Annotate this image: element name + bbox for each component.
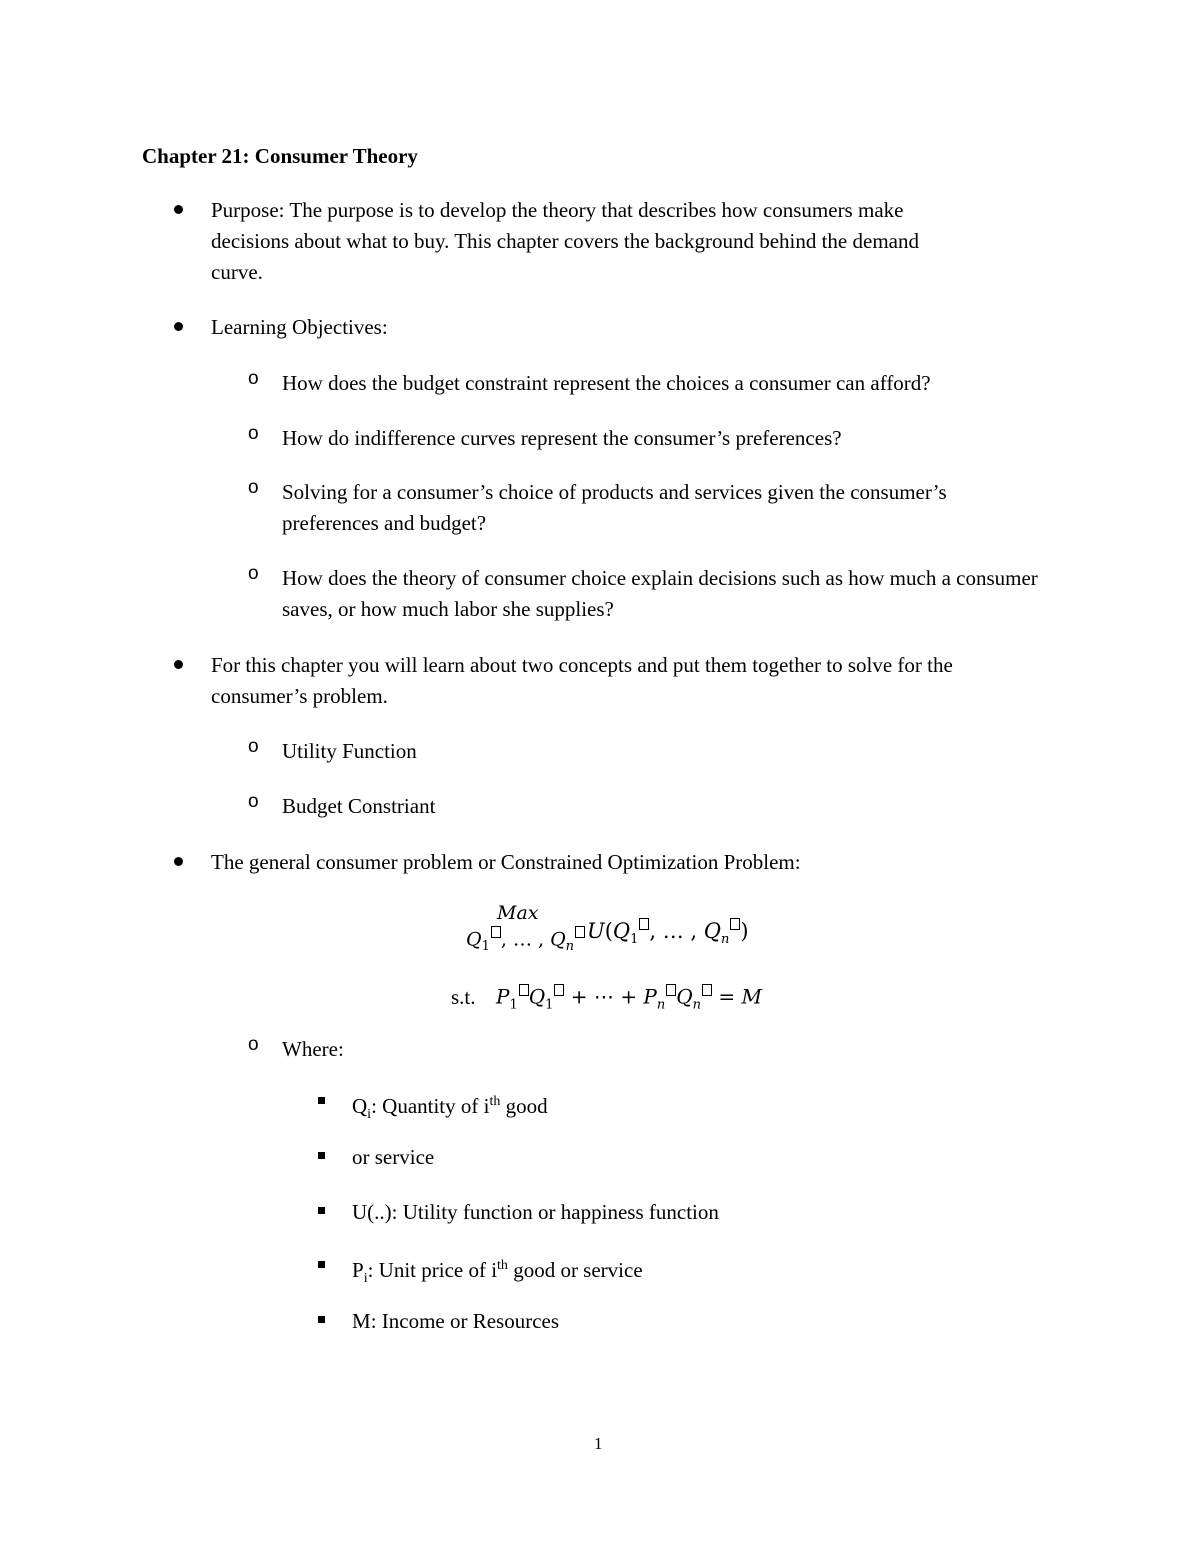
circle-bullet-icon: o bbox=[248, 423, 259, 444]
square-bullet-icon bbox=[318, 1207, 325, 1214]
circle-bullet-icon: o bbox=[248, 563, 259, 584]
circle-bullet-icon: o bbox=[248, 791, 259, 812]
square-bullet-icon bbox=[318, 1152, 325, 1159]
circle-bullet-icon: o bbox=[248, 477, 259, 498]
circle-bullet-icon: o bbox=[248, 736, 259, 757]
circle-bullet-icon: o bbox=[248, 1034, 259, 1055]
budget-constraint-equation: $P_1$ $Q_1$ + ⋯ + $P_n$ $Q_n = M$ bbox=[496, 984, 762, 1013]
square-bullet-icon bbox=[318, 1097, 325, 1104]
page-number: 1 bbox=[594, 1434, 603, 1453]
square-bullet-icon bbox=[318, 1261, 325, 1268]
bullet-dot-icon bbox=[174, 322, 183, 331]
max-operator: Max bbox=[497, 902, 539, 924]
bullet-dot-icon bbox=[174, 660, 183, 669]
concepts-text: For this chapter you will learn about two concepts and put them together to solve for the consumer’s problem. bbox=[211, 653, 953, 708]
circle-bullet-icon: o bbox=[248, 368, 259, 389]
learning-heading: Learning Objectives: bbox=[211, 315, 388, 339]
square-bullet-icon bbox=[318, 1316, 325, 1323]
document-page: Chapter 21: Consumer Theory Purpose: The purpose is to develop the theory that describes how consumers make decisions about what to buy. This chapter covers the background behind the demand curve. Learning Objectives: o How does the budget constraint represent the choices a consumer can afford? o How do indifference curves represent the consumer’s preferences? o Solving for a consumer’s choice of products and services given the consumer’s preferences and budget? o How does the theory of consumer choice explain decisions such as how much a consumer saves, or how much labor she supplies? For this chapter you will learn about two concepts and put them together to solve for the consumer’s problem. o Utility Function o Budget Constriant The general consumer problem or Constrained Optimization Problem: Max $Q_1$ , … , $Q_n$ $U(Q_1$ , … , $Q_n$ ) s.t. $P_1$ $Q_1$ + ⋯ + $P_n$ $Q_n = M$ o Where: $Q_i$: Quantity of $i^{th}$ good or service U(..): Utility function or happiness function $P_i$: Unit price of $i^{th}$ good or service M: Income or Resources 1 bbox=[0, 0, 1200, 1553]
chapter-title: Chapter 21: Consumer Theory bbox=[142, 144, 418, 168]
purpose-text: Purpose: The purpose is to develop the theory that describes how consumers make decisions about what to buy. This chapter covers the background behind the demand curve. bbox=[211, 198, 919, 284]
utility-expression: $U(Q_1$ , … , $Q_n$ ) bbox=[587, 919, 749, 948]
max-subscript: $Q_1$ , … , $Q_n$ bbox=[466, 926, 585, 954]
subject-to-label: s.t. bbox=[451, 985, 476, 1009]
bullet-dot-icon bbox=[174, 857, 183, 866]
bullet-dot-icon bbox=[174, 205, 183, 214]
